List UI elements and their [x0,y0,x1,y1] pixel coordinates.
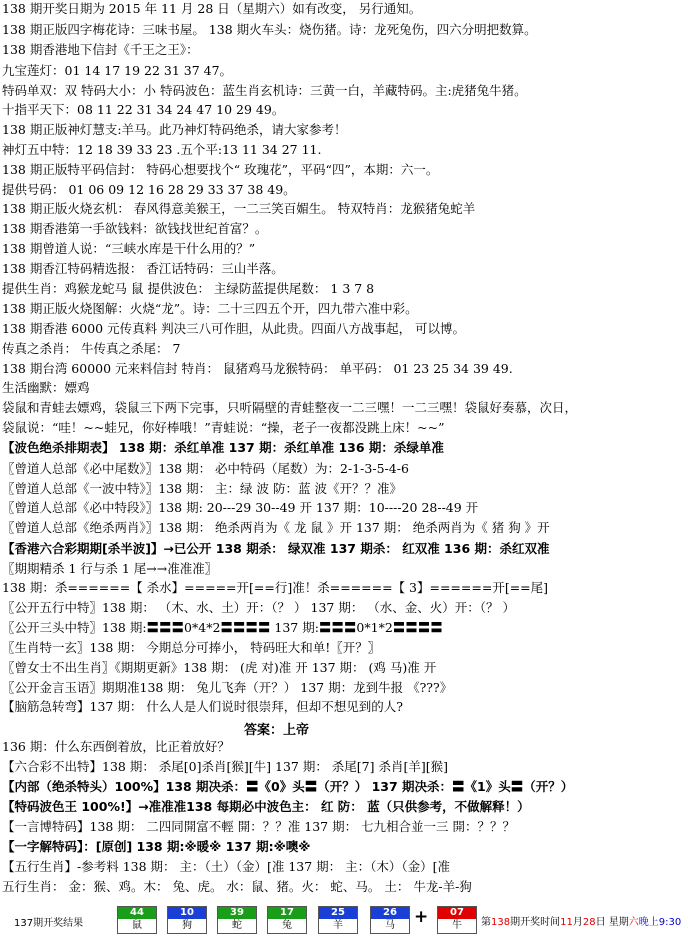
ball-zodiac: 羊 [333,920,343,931]
text-line: 138 期正版特平码信封： 特码心想要找个“ 玫瑰花”，平码“四”，本期：六一。 [2,162,439,177]
text-line: 特码单双：双 特码大小：小 特码波色：蓝生肖玄机诗：三黄一白，羊藏特码。主:虎猪兔牛猪。 [2,83,527,98]
text-line: 138 期正版火烧图解：火烧“龙”。诗：二十三四五个开，四九带六准中彩。 [2,301,418,316]
result-ball [267,906,307,934]
result-ball [117,906,157,934]
text-line: 138 期开奖日期为 2015 年 11 月 28 日（星期六）如有改变， 另行通知。 [2,1,422,16]
text-line: 〖公开五行中特〗138 期： （木、水、土）开：（？ ） 137 期： （水、金、火）开：（？ ） [2,600,516,615]
time-text: 日 星期 [595,917,629,928]
section-header: 【波色绝杀排期表】 138 期：杀红单准 137 期：杀红单准 136 期：杀绿单准 [2,440,444,455]
draw-result-footer [0,904,688,936]
time-text: 月 [572,917,583,928]
text-line: 138 期香港 6000 元传真料 判决三八可作胆，从此贵。四面八方战事起， 可以博。 [2,321,466,336]
text-line: 【脑筋急转弯】137 期： 什么人是人们说时很崇拜，但却不想见到的人? [2,699,404,714]
ball-zodiac: 马 [385,920,395,931]
text-line: 生活幽默：嫖鸡 [2,380,90,395]
time-text: 138 [491,917,511,928]
text-line: 〖公开金言玉语〗期期准138 期： 兔儿飞奔（开？） 137 期：龙到牛报 《???》 [2,680,453,695]
text-line: 〖曾道人总部《必中尾数》〗138 期： 必中特码（尾数）为：2-1-3-5-4-6 [2,461,409,476]
ball-zodiac: 蛇 [232,920,242,931]
text-line: 〖公开三头中特〗138 期:〓〓〓0*4*2〓〓〓〓 137 期:〓〓〓0*1*2〓〓〓〓 [2,620,443,635]
text-line: 〖曾道人总部《一波中特》〗138 期： 主：绿 波 防：蓝 波《开？？准》 [2,481,402,496]
text-line: 138 期台湾 60000 元来料信封 特肖： 鼠猪鸡马龙猴特码： 单平码： 01 23 25 34 39 49. [2,361,513,376]
time-text: 28 [582,917,596,928]
text-line: 五行生肖： 金：猴、鸡。木： 兔、虎。 水：鼠、猪。火： 蛇、马。 土： 牛龙-羊-狗 [2,879,472,894]
special-ball [437,906,477,934]
text-line: 十指平天下：08 11 22 31 34 24 47 10 29 49。 [2,102,285,117]
text-line: 138 期正版四字梅花诗：三味书屋。 138 期火车头：烧伤猪。诗：龙死兔伤，四六分明把数算。 [2,22,537,37]
text-line: 〖曾道人总部《绝杀两肖》〗138 期： 绝杀两肖为《 龙 鼠 》开 137 期： 绝杀两肖为《 猪 狗 》开 [2,520,550,535]
draw-result-label: 137期开奖结果 [14,918,84,929]
time-text: 晚上9:30 [638,917,682,928]
text-line: 提供生肖：鸡猴龙蛇马 鼠 提供波色： 主绿防蓝提供尾数： 1 3 7 8 [2,281,375,296]
text-line: 〖曾道人总部《必中特段》〗138 期: 20---29 30--49 开 137 期：10----20 28--49 开 [2,500,479,515]
section-header: 【香港六合彩期期[杀半波]】→已公开 138 期杀： 绿双准 137 期杀： 红双准 136 期：杀红双准 [2,541,550,556]
ball-zodiac: 鼠 [132,920,142,931]
section-header: 【内部（绝杀特头）100%】138 期决杀：〓《0》头〓（开？） 137 期决杀：〓《1》头〓（开？） [2,779,574,794]
ball-zodiac: 兔 [282,920,292,931]
text-line: 神灯五中特：12 18 39 33 23 .五个平:13 11 34 27 11. [2,142,322,157]
text-line: 传真之杀肖： 牛传真之杀尾： 7 [2,341,181,356]
next-draw-time [481,913,681,928]
text-line: 【五行生肖】-参考料 138 期： 主：（土）（金）[准 137 期： 主：（木）（金）[准 [2,859,451,874]
result-ball [167,906,207,934]
text-line: 138 期香港第一手欲钱料：欲钱找世纪首富？。 [2,221,268,236]
result-ball [318,906,358,934]
text-line: 〖曾女士不出生肖〗《期期更新》138 期： (虎 对)准 开 137 期： (鸡 马)准 开 [2,660,437,675]
ball-number: 25 [319,907,357,919]
time-text: 第 [481,917,491,928]
ball-number: 44 [118,907,156,919]
ball-number: 17 [268,907,306,919]
text-line: 138 期正版神灯慧支:羊马。此乃神灯特码绝杀，请大家参考！ [2,122,347,137]
ball-zodiac: 狗 [182,920,192,931]
ball-number: 07 [438,907,476,919]
text-line: 138 期香港地下信封《千王之王》： [2,42,199,57]
ball-number: 26 [371,907,409,919]
section-header: 【一字解特码】：[原创] 138 期:※暖※ 137 期:※噢※ [2,839,311,854]
text-line: 【六合彩不出特】138 期： 杀尾[0]杀肖[猴][牛] 137 期： 杀尾[7] 杀肖[羊][猴] [2,759,448,774]
time-text: 期开奖时间 [510,917,561,928]
result-ball [217,906,257,934]
ball-number: 10 [168,907,206,919]
time-text: 11 [560,917,573,928]
section-header: 【特码波色王 100%!】→准准准138 每期必中波色主： 红 防： 蓝（只供参考，不做解释！） [2,799,530,814]
text-line: 138 期：杀======【 杀水】=====开[==行]准！杀======【 3】======开[==尾] [2,580,549,595]
text-line: 九宝莲灯：01 14 17 19 22 31 37 47。 [2,63,233,78]
text-line: 【一言博特码】138 期： 二四同開富不輕 開：？？准 137 期： 七九相合並一三 開：？？？ [2,819,516,834]
riddle-answer: 答案：上帝 [244,723,310,738]
ball-number: 39 [218,907,256,919]
text-line: 袋鼠说：“哇！~~蛙兄，你好棒哦！”青蛙说：“操，老子一夜都没跳上床！~~” [2,420,445,435]
text-line: 袋鼠和青蛙去嫖鸡，袋鼠三下两下完事，只听隔壁的青蛙整夜一二三嘿！一二三嘿！袋鼠好奏慕，次日， [2,400,578,415]
text-line: 〖生肖特一玄〗138 期： 今期总分可捧小， 特码旺大和单!〖开？〗 [2,640,381,655]
time-text: 六 [628,917,639,928]
plus-sign: + [414,907,429,927]
text-line: 136 期：什么东西倒着放，比正着放好？ [2,739,230,754]
ball-zodiac: 牛 [452,920,462,931]
text-line: 提供号码： 01 06 09 12 16 28 29 33 37 38 49。 [2,182,296,197]
text-line: 〖期期精杀 1 行与杀 1 尾→→准准准〗 [2,561,218,576]
text-line: 138 期正版火烧玄机： 春风得意美猴王，一二三笑百媚生。 特双特肖：龙猴猪兔蛇羊 [2,201,476,216]
result-ball [370,906,410,934]
text-line: 138 期曾道人说：“三峡水库是干什么用的？” [2,241,256,256]
text-line: 138 期香江特码精选报： 香江话特码：三山半落。 [2,261,284,276]
